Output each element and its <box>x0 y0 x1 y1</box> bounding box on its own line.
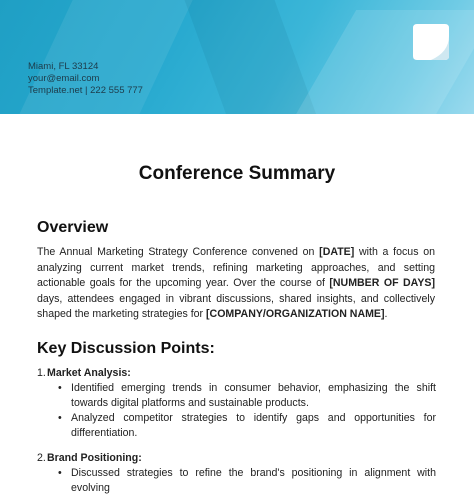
discussion-list <box>37 366 437 494</box>
overview-text: The Annual Marketing Strategy Conference convened on <box>37 246 320 258</box>
date-placeholder: [DATE] <box>319 246 355 258</box>
overview-text: . <box>384 308 388 320</box>
list-number: 1. <box>37 367 46 379</box>
discussion-heading: Key Discussion Points: <box>37 340 215 357</box>
bullet-icon: • <box>58 382 62 394</box>
list-item-label: Market Analysis: <box>47 367 131 379</box>
org-placeholder: [COMPANY/ORGANIZATION NAME] <box>206 308 385 320</box>
bullet-icon: • <box>58 467 62 479</box>
rounded-square-logo-icon <box>411 22 451 62</box>
address-text: Miami, FL 33124 <box>28 61 99 72</box>
header-banner <box>0 0 474 114</box>
contact-block <box>28 61 143 97</box>
bullet-text: Identified emerging trends in consumer behavior, emphasizing the shift towards digital platforms and sustainable products. <box>71 382 436 409</box>
site-phone-text: Template.net | 222 555 777 <box>28 85 143 96</box>
list-item-label: Brand Positioning: <box>47 452 142 464</box>
email-text: your@email.com <box>28 73 100 84</box>
overview-heading: Overview <box>37 219 109 236</box>
days-placeholder: [NUMBER OF DAYS] <box>329 277 435 289</box>
list-number: 2. <box>37 452 46 464</box>
overview-paragraph <box>37 245 435 323</box>
overview-text: days, attendees engaged in vibrant discussions, shared insights, and collectively shaped the marketing strategies for <box>37 292 435 320</box>
bullet-icon: • <box>58 412 62 424</box>
overview-text: with a focus on analyzing current market trends, refining marketing approaches, and setting actionable goals for the upcoming year. Over the course of <box>37 246 435 289</box>
bullet-text: Analyzed competitor strategies to identify gaps and opportunities for differentiation. <box>71 412 436 439</box>
page-title: Conference Summary <box>138 163 336 184</box>
bullet-text: Discussed strategies to refine the brand's positioning in alignment with evolving <box>71 467 436 494</box>
